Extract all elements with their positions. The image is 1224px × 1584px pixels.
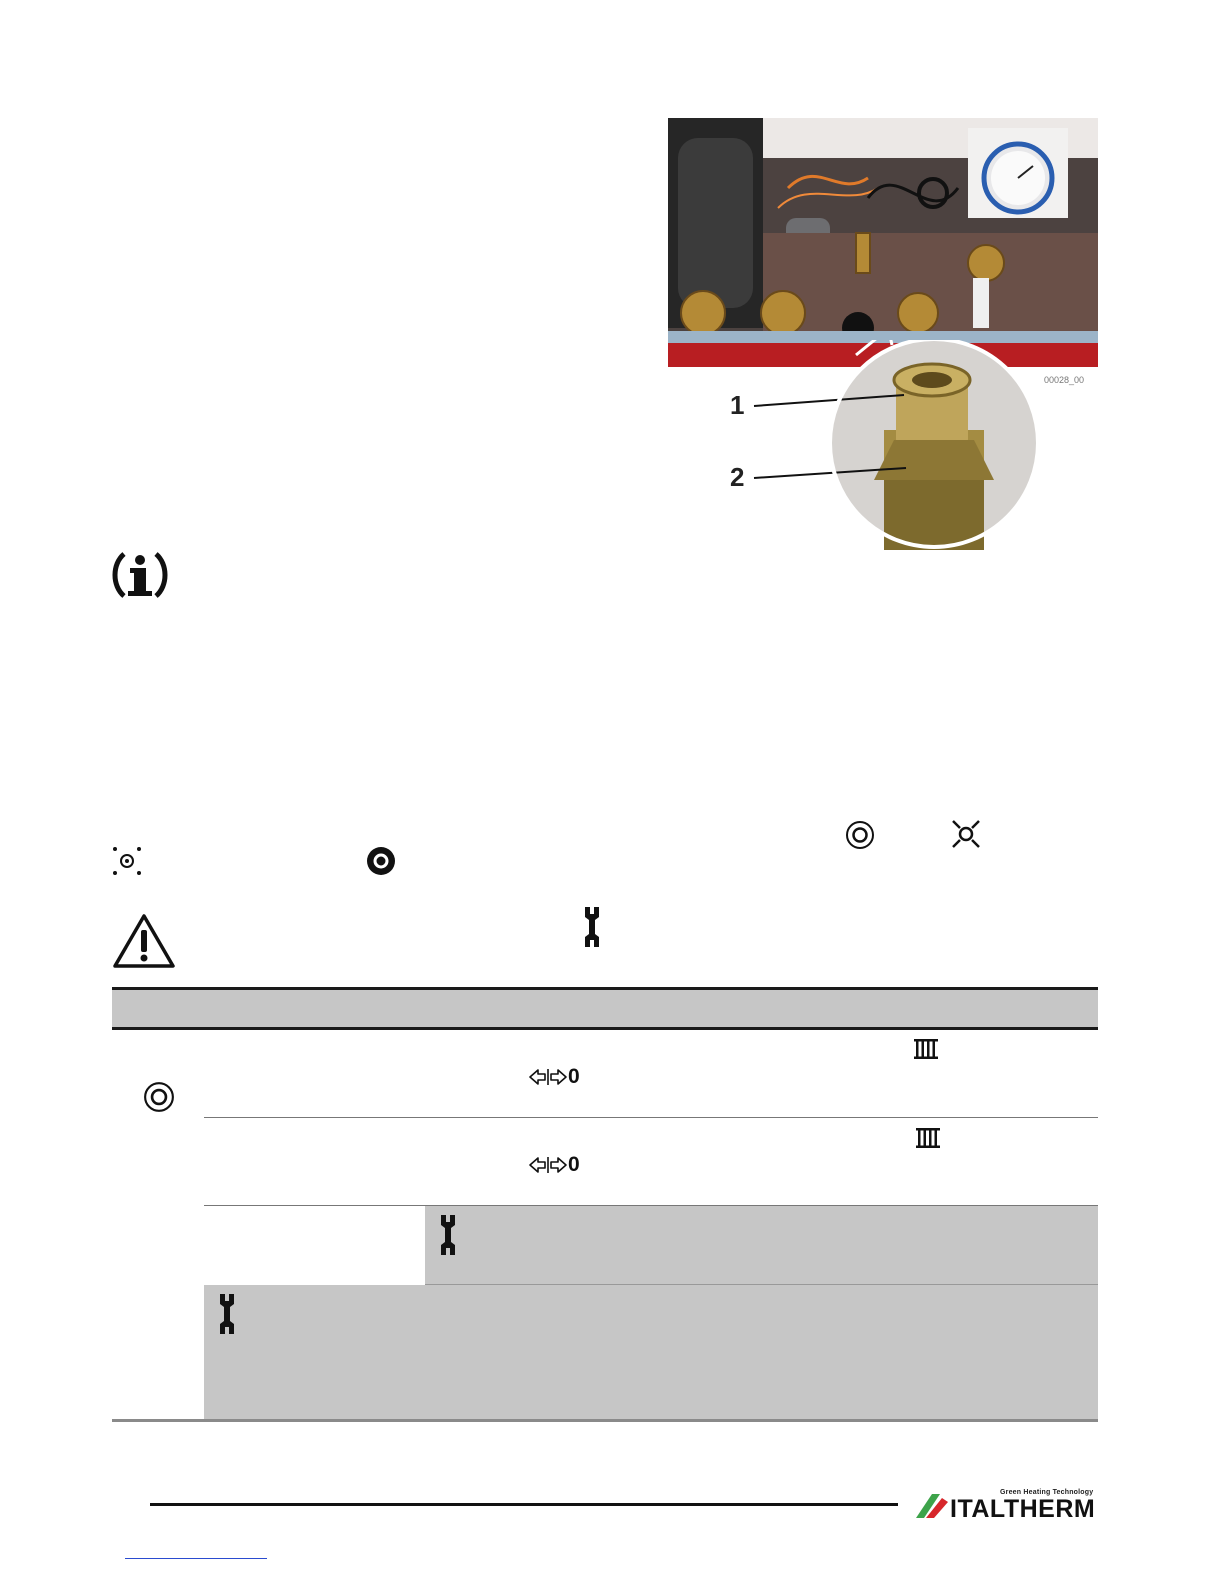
shaded-cell [425,1206,1098,1285]
figure-code: 00028_00 [1044,375,1085,385]
wrench-icon [438,1213,458,1257]
callout-1: 1 [730,390,745,420]
logo-brand: ITALTHERM [950,1495,1096,1523]
table-header-rule [112,1027,1098,1030]
logo-tagline: Green Heating Technology [1000,1489,1094,1496]
code-value: 0 [568,1153,580,1176]
radiator-icon [913,1037,939,1061]
wrench-icon [582,905,602,949]
zoom-detail [744,340,1054,550]
footer-link[interactable] [125,1558,267,1559]
target-icon [845,820,875,850]
info-icon [112,550,168,600]
table-bottom-rule [112,1419,1098,1422]
warning-icon [112,912,176,970]
callout-2: 2 [730,462,745,492]
shaded-cell [204,1285,1098,1420]
arrows-icon [529,1155,567,1175]
wrench-icon [217,1292,237,1336]
filled-circle-icon [366,846,396,876]
boiler-photo [668,118,1098,367]
table-header [112,990,1098,1027]
radiator-icon [915,1126,941,1150]
code-value: 0 [568,1065,580,1088]
dotted-target-icon [112,846,142,876]
footer-rule [150,1503,898,1506]
target-icon [143,1081,175,1113]
sun-icon [950,818,982,850]
row-separator [204,1117,1098,1118]
arrows-icon [529,1067,567,1087]
brand-mark-icon [912,1488,952,1522]
